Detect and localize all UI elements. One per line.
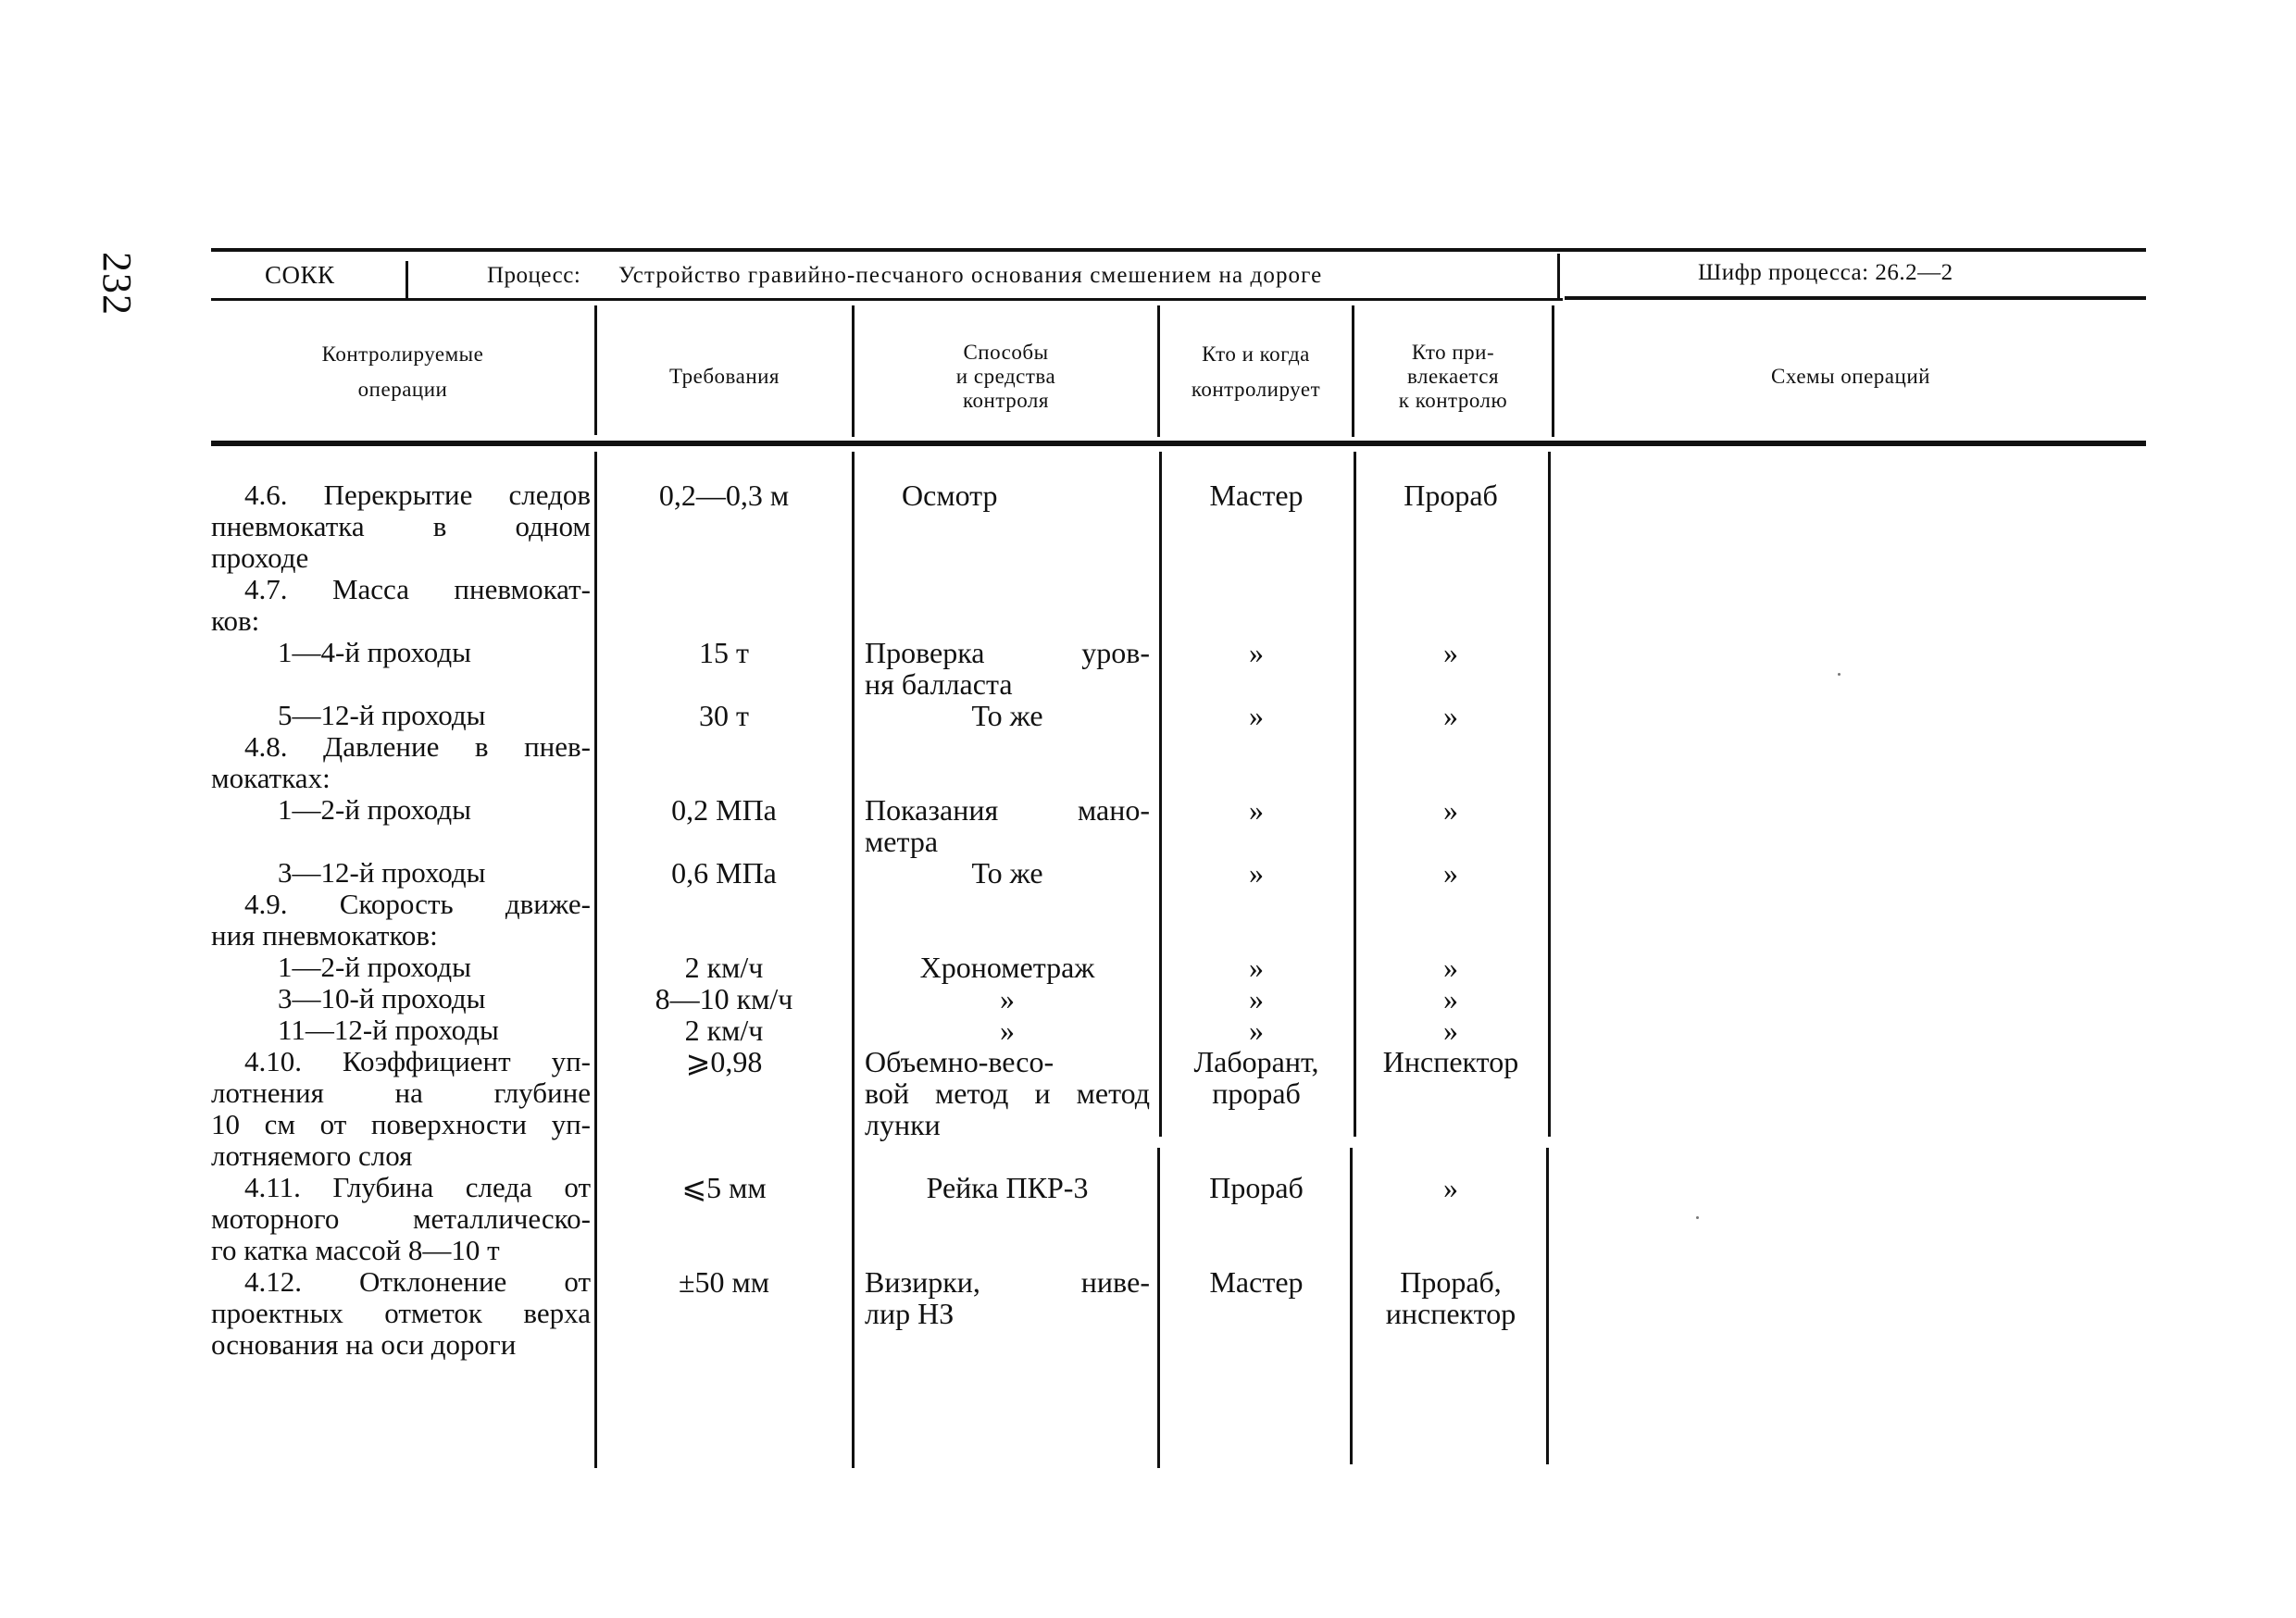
col-head-methods-line-1: Способы [963, 341, 1049, 364]
involved-in-control: » [1443, 982, 1458, 1015]
operation-line [211, 668, 591, 700]
who-controls: прораб [1212, 1077, 1301, 1110]
col-head-involved-line-3: к контролю [1398, 389, 1508, 412]
control-method: метра [865, 825, 939, 858]
who-controls: » [1249, 1014, 1264, 1047]
requirement-value: 2 км/ч [684, 1014, 764, 1047]
involved-in-control: Прораб [1404, 479, 1498, 512]
operation-line: пневмокатка в одном [211, 510, 591, 542]
requirement-value: 0,6 МПа [671, 856, 777, 890]
involved-in-control: » [1443, 636, 1458, 669]
requirement-value: ⩾0,98 [685, 1045, 763, 1078]
sokk-label: СОКК [265, 261, 335, 289]
control-method: Объемно-весо- [865, 1045, 1054, 1078]
operation-line: 1—2-й проходы [278, 793, 472, 826]
operation-line: 4.11. Глубина следа от [244, 1171, 591, 1203]
header-bottom-rule [211, 298, 1563, 301]
who-controls: » [1249, 856, 1264, 890]
involved-in-control: » [1443, 1171, 1458, 1204]
operation-line: моторного металлическо- [211, 1202, 591, 1235]
involved-in-control: Инспектор [1382, 1045, 1519, 1078]
control-method: лунки [865, 1108, 941, 1141]
body-divider-1 [594, 452, 597, 1468]
header-bottom-rule-right [1565, 296, 2146, 300]
operation-line: 10 см от поверхности уп- [211, 1108, 591, 1140]
requirement-value: 2 км/ч [684, 951, 764, 984]
operation-line: 4.6. Перекрытие следов [244, 479, 591, 511]
control-method: ня балласта [865, 667, 1013, 701]
involved-in-control: инспектор [1385, 1297, 1516, 1330]
col-head-schemes [1554, 335, 2147, 418]
who-controls: Мастер [1209, 1265, 1304, 1299]
operation-line: лотнения на глубине [211, 1077, 591, 1109]
involved-in-control: » [1443, 793, 1458, 827]
col-head-requirements [597, 335, 852, 418]
involved-in-control: » [1443, 1014, 1458, 1047]
body-divider-5-lower [1546, 1148, 1549, 1464]
operation-line: ков: [211, 604, 260, 637]
requirement-value: 0,2—0,3 м [658, 479, 790, 512]
operation-line: 4.10. Коэффициент уп- [244, 1045, 591, 1077]
col-head-involved-line-2: влекается [1406, 365, 1500, 388]
control-method: » [1000, 1014, 1015, 1047]
operation-line: проектных отметок верха [211, 1297, 591, 1329]
operation-line: 4.7. Масса пневмокат- [244, 573, 591, 605]
col-head-methods-line-3: контроля [963, 389, 1049, 412]
who-controls: » [1249, 951, 1264, 984]
col-head-operations-line-2: операции [357, 378, 448, 401]
operation-line: ния пневмокатков: [211, 919, 438, 952]
involved-in-control: » [1443, 856, 1458, 890]
operation-line: 4.12. Отклонение от [244, 1265, 591, 1298]
operations-column [211, 479, 591, 1361]
requirement-value: ±50 мм [678, 1265, 770, 1299]
control-method: Хронометраж [919, 951, 1095, 984]
operation-line: го катка массой 8—10 т [211, 1234, 500, 1266]
col-head-schemes-text: Схемы операций [1771, 365, 1930, 388]
col-head-who-when-line-2: контролирует [1191, 378, 1321, 401]
col-head-operations [211, 335, 594, 409]
control-method: вой метод и метод [865, 1077, 1150, 1110]
col-head-involved-line-1: Кто при- [1411, 341, 1495, 364]
control-method: лир НЗ [865, 1297, 955, 1330]
requirement-value: ⩽5 мм [681, 1171, 767, 1204]
process-code: Шифр процесса: 26.2—2 [1698, 260, 1953, 285]
control-method: » [1000, 982, 1015, 1015]
control-method: Показания мано- [865, 793, 1150, 827]
control-method: Проверка уров- [865, 636, 1150, 669]
body-divider-4-upper [1354, 452, 1356, 1137]
process-prefix: Процесс: [487, 263, 581, 288]
involved-in-control: » [1443, 699, 1458, 732]
col-head-who-when-line-1: Кто и когда [1202, 342, 1310, 366]
body-divider-3-lower [1157, 1148, 1160, 1468]
requirement-value: 15 т [699, 636, 749, 669]
control-method: То же [971, 856, 1043, 890]
requirement-value: 8—10 км/ч [655, 982, 793, 1015]
operation-line: 3—12-й проходы [278, 856, 486, 889]
who-controls: Мастер [1209, 479, 1304, 512]
header-divider-2 [1557, 254, 1560, 300]
who-controls: » [1249, 793, 1264, 827]
column-header-rule [211, 441, 2146, 446]
who-controls: Прораб [1209, 1171, 1304, 1204]
body-divider-5-upper [1548, 452, 1551, 1137]
who-controls: » [1249, 699, 1264, 732]
operation-line: лотняемого слоя [211, 1139, 413, 1172]
process-name: Устройство гравийно-песчаного основания смешением на дороге [618, 263, 1323, 288]
operation-line: 4.8. Давление в пнев- [244, 730, 591, 763]
header-divider-1 [406, 261, 408, 300]
header-top-rule [211, 248, 2146, 252]
body-divider-2 [852, 452, 855, 1468]
operation-line: 1—2-й проходы [278, 951, 472, 983]
scan-speck [1696, 1216, 1699, 1219]
col-head-involved [1354, 335, 1552, 418]
operation-line [211, 826, 591, 857]
col-head-methods-line-2: и средства [955, 365, 1056, 388]
requirement-value: 0,2 МПа [671, 793, 777, 827]
operation-line: 3—10-й проходы [278, 982, 486, 1014]
who-controls: » [1249, 982, 1264, 1015]
who-controls: » [1249, 636, 1264, 669]
col-head-operations-line-1: Контролируемые [321, 342, 484, 366]
operation-line: 11—12-й проходы [278, 1014, 499, 1046]
who-controls: Лаборант, [1193, 1045, 1319, 1078]
operation-line: мокатках: [211, 762, 331, 794]
operation-line: 1—4-й проходы [278, 636, 472, 668]
control-method: То же [971, 699, 1043, 732]
scan-speck [1838, 673, 1841, 676]
body-divider-3-upper [1159, 452, 1162, 1137]
col-head-requirements-text: Требования [668, 365, 780, 388]
col-head-who-when [1160, 335, 1352, 409]
operation-line: проходе [211, 541, 309, 574]
page-number: 232 [94, 252, 140, 316]
body-divider-4-lower [1350, 1148, 1353, 1464]
involved-in-control: » [1443, 951, 1458, 984]
operation-line: основания на оси дороги [211, 1328, 517, 1361]
control-method: Осмотр [902, 479, 998, 512]
col-head-methods [855, 335, 1157, 418]
requirement-value: 30 т [699, 699, 749, 732]
operation-line: 5—12-й проходы [278, 699, 486, 731]
control-method: Рейка ПКР-3 [926, 1171, 1089, 1204]
operation-line: 4.9. Скорость движе- [244, 888, 591, 920]
involved-in-control: Прораб, [1400, 1265, 1502, 1299]
control-method: Визирки, нивe- [865, 1265, 1150, 1299]
